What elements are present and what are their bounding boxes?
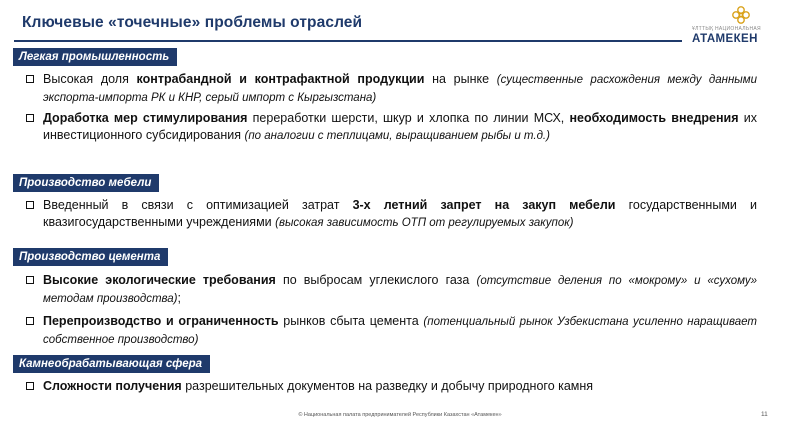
italic-note: (высокая зависимость ОТП от регулируемых закупок) [275,217,574,229]
bold-text: Высокие экологические требования [43,273,276,287]
checkbox-bullet-icon [26,276,34,284]
section-heading-label: Легкая промышленность [19,51,170,63]
bold-text: Сложности получения [43,379,182,393]
body-text: их инвестиционного субсидирования [43,111,757,142]
list-item [43,272,757,308]
italic-note: (существенные расхождения между данными экспорта-импорта РК и КНР, серый импорт с Кыргызстана) [43,74,758,104]
list-item [43,378,757,395]
italic-note: (отсутствие деления по «мокрому» и «сухому» методам производства) [43,275,757,305]
section-heading-label: Камнеобрабатывающая сфера [19,358,203,370]
page-title: Ключевые «точечные» проблемы отраслей [22,14,363,31]
checkbox-bullet-icon [26,114,34,122]
bold-text: 3-х летний запрет на закуп мебели [352,198,616,212]
bold-text: контрабандной и контрафактной продукции [136,72,425,86]
checkbox-bullet-icon [26,317,34,325]
body-text: ; [177,291,181,305]
list-item [43,110,757,145]
section-heading-light-industry [13,48,177,66]
body-text: на рынке [424,72,497,86]
logo-subtitle: ҰЛТТЫҚ НАЦИОНАЛЬНАЯ [692,26,761,32]
checkbox-bullet-icon [26,382,34,390]
logo-name: АТАМЕКЕН [692,33,758,45]
bold-text: необходимость внедрения [569,111,739,125]
bold-text: Доработка мер стимулирования [43,111,248,125]
section-heading-furniture [13,174,159,192]
checkbox-bullet-icon [26,75,34,83]
section-heading-label: Производство мебели [19,177,152,189]
section-heading-label: Производство цемента [19,251,161,263]
body-text: по выбросам углекислого газа [275,273,477,287]
body-text: Введенный в связи с оптимизацией затрат [43,198,353,212]
body-text: Высокая доля [43,72,137,86]
body-text: рынков сбыта цемента [278,314,424,328]
section-heading-cement [13,248,168,266]
title-divider [14,40,682,42]
body-text: государственными и квазигосударственными учреждениями [43,198,757,229]
ornament-icon [730,4,752,26]
page-number: 11 [761,411,768,418]
body-text: разрешительных документов на разведку и добычу природного камня [181,379,594,393]
body-text: переработки шерсти, шкур и хлопка по линии МСХ, [247,111,570,125]
italic-note: (потенциальный рынок Узбекистана усиленно наращивает собственное производство) [43,316,757,346]
bold-text: Перепроизводство и ограниченность [43,314,279,328]
list-item [43,313,757,349]
atameken-logo [690,4,790,48]
footer-copyright: © Национальная палата предпринимателей Республики Казахстан «Атамекен» [298,412,502,418]
list-item [43,71,757,107]
italic-note: (по аналогии с теплицами, выращиванием рыбы и т.д.) [244,130,550,142]
checkbox-bullet-icon [26,201,34,209]
list-item [43,197,757,232]
section-heading-stone-processing [13,355,210,373]
